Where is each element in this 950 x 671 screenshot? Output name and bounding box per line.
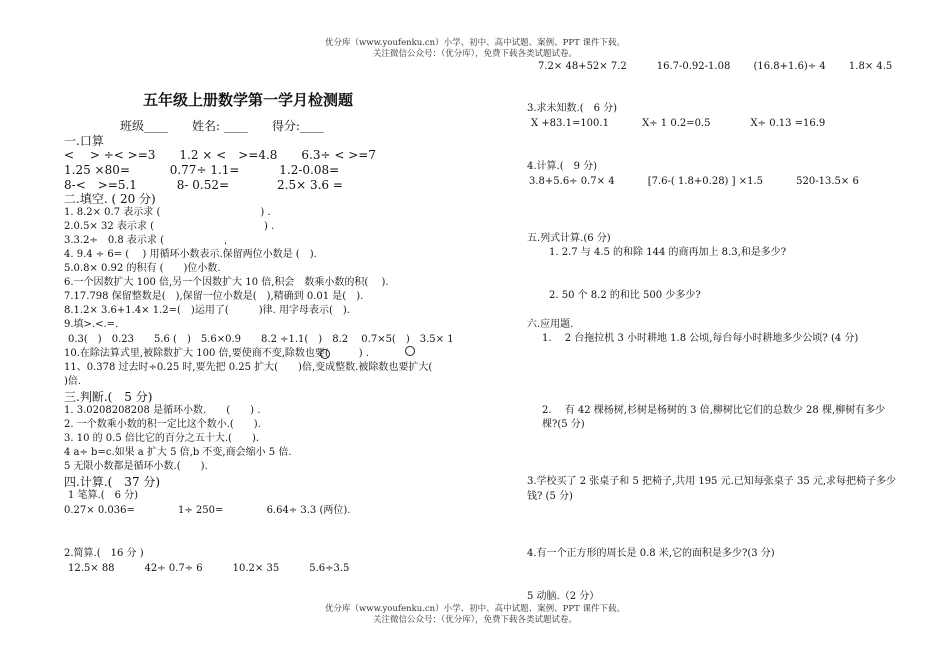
oral-row-1: < > ÷< >=3 1.2 × < >=4.8 6.3÷ < >=7 <box>64 148 376 162</box>
section-fill-heading: 二.填空. ( 20 分) <box>64 192 156 206</box>
calc-written-heading: 1 笔算.( 6 分) <box>68 490 139 501</box>
fill-q9-row: 0.3( ) 0.23 5.6 ( ) 5.6×0.9 8.2 ÷1.1( ) 8.2 0.7×5( ) 3.5× 1 <box>68 334 454 345</box>
application-q2-line1: 2. 有 42 棵杨树,杉树是杨树的 3 倍,柳树比它们的总数少 28 棵,柳树有多少 <box>542 405 886 416</box>
circle-mark <box>320 349 330 359</box>
fill-q2: 2.0.5× 32 表示求 ( ) . <box>64 221 275 232</box>
application-q3-line2: 钱? (5 分) <box>527 491 573 502</box>
equation-heading: 3.求未知数.( 6 分) <box>527 103 618 114</box>
name-score-row: 班级____ 姓名: ____ 得分:____ <box>120 119 324 133</box>
fill-q7: 7.17.798 保留整数是( ),保留一位小数是( ),精确到 0.01 是( ). <box>64 291 364 302</box>
compute-row: 3.8+5.6÷ 0.7× 4 [7.6-( 1.8+0.28) ] ×1.5 520-13.5× 6 <box>529 176 859 187</box>
fill-q4: 4. 9.4 ÷ 6= ( ) 用循环小数表示.保留两位小数是 ( ). <box>64 249 317 260</box>
expression-q1: 1. 2.7 与 4.5 的和除 144 的商再加上 8.3,和是多少? <box>549 247 787 258</box>
page-title: 五年级上册数学第一学月检测题 <box>143 91 354 109</box>
application-q1: 1. 2 台拖拉机 3 小时耕地 1.8 公顷,每台每小时耕地多少公顷? (4 分) <box>542 333 859 344</box>
simplify-row-2: 7.2× 48+52× 7.2 16.7-0.92-1.08 (16.8+1.6)÷ 4 1.8× 4.5 <box>538 61 893 72</box>
page-footer <box>0 604 950 626</box>
fill-q6: 6.一个因数扩大 100 倍,另一个因数扩大 10 倍,积会 数乘小数的积( ). <box>64 277 389 288</box>
application-q5: 5 动脑.（2 分） <box>527 591 600 602</box>
judge-q5: 5 无限小数都是循环小数.( ). <box>64 461 208 472</box>
expression-q2: 2. 50 个 8.2 的和比 500 少多少? <box>549 290 701 301</box>
fill-q8: 8.1.2× 3.6+1.4× 1.2=( )运用了( )律. 用字母表示( ). <box>64 305 350 316</box>
oral-row-3: 8-< >=5.1 8- 0.52= 2.5× 3.6 = <box>64 178 343 192</box>
footer-line-1: 优分库（www.youfenku.cn）小学、初中、高中试题、案例、PPT 课件下载。 <box>325 604 625 614</box>
page-header <box>0 38 950 60</box>
fill-q11-line2: )倍. <box>64 376 82 387</box>
fill-q5: 5.0.8× 0.92 的积有 ( )位小数. <box>64 263 221 274</box>
footer-line-2: 关注微信公众号：（优分库），免费下载各类试题试卷。 <box>372 615 577 625</box>
fill-q9: 9.填>.<.=. <box>64 319 119 330</box>
section-expression-heading: 五.列式计算.(6 分) <box>527 233 611 244</box>
calc-written-row: 0.27× 0.036= 1÷ 250= 6.64÷ 3.3 (两位). <box>64 505 351 516</box>
oral-row-2: 1.25 ×80= 0.77÷ 1.1= 1.2-0.08= <box>64 163 340 177</box>
calc-simplify-heading: 2.简算.( 16 分 ) <box>64 548 144 559</box>
header-line-2: 关注微信公众号：（优分库），免费下载各类试题试卷。 <box>372 49 577 59</box>
equation-row: X +83.1=100.1 X÷ 1 0.2=0.5 X÷ 0.13 =16.9 <box>531 118 826 129</box>
application-q3-line1: 3.学校买了 2 张桌子和 5 把椅子,共用 195 元.已知每张桌子 35 元,求每把椅子多少 <box>527 476 897 487</box>
section-judge-heading: 三.判断.( 5 分) <box>64 390 153 404</box>
section-application-heading: 六.应用题. <box>527 319 574 330</box>
section-oral-heading: 一.口算 <box>64 134 104 148</box>
application-q2-line2: 棵?(5 分) <box>542 419 585 430</box>
fill-q11-line1: 11、0.378 过去时÷0.25 时,要先把 0.25 扩大( )倍,变成整数.被除数也要扩大( <box>64 362 433 373</box>
judge-q4: 4 a÷ b=c.如果 a 扩大 5 倍,b 不变,商会缩小 5 倍. <box>64 447 292 458</box>
fill-q10: 10.在除法算式里,被除数扩大 100 倍,要使商不变,除数也要( ) . <box>64 348 370 359</box>
judge-q3: 3. 10 的 0.5 倍比它的百分之五十大.( ). <box>64 433 260 444</box>
fill-q3: 3.3.2÷ 0.8 表示求 ( ˌ <box>64 235 267 246</box>
judge-q1: 1. 3.0208208208 是循环小数. ( ) . <box>64 405 261 416</box>
header-line-1: 优分库（www.youfenku.cn）小学、初中、高中试题、案例、PPT 课件下载。 <box>325 38 625 48</box>
circle-mark <box>405 346 415 356</box>
fill-q1: 1. 8.2× 0.7 表示求 ( ) . <box>64 207 271 218</box>
calc-simplify-row: 12.5× 88 42÷ 0.7÷ 6 10.2× 35 5.6÷3.5 <box>68 563 350 574</box>
judge-q2: 2. 一个数乘小数的积一定比这个数小.( ). <box>64 419 261 430</box>
section-calc-heading: 四.计算.( 37 分) <box>64 475 161 489</box>
application-q4: 4.有一个正方形的周长是 0.8 米,它的面积是多少?(3 分) <box>527 548 775 559</box>
compute-heading: 4.计算.( 9 分) <box>527 161 598 172</box>
